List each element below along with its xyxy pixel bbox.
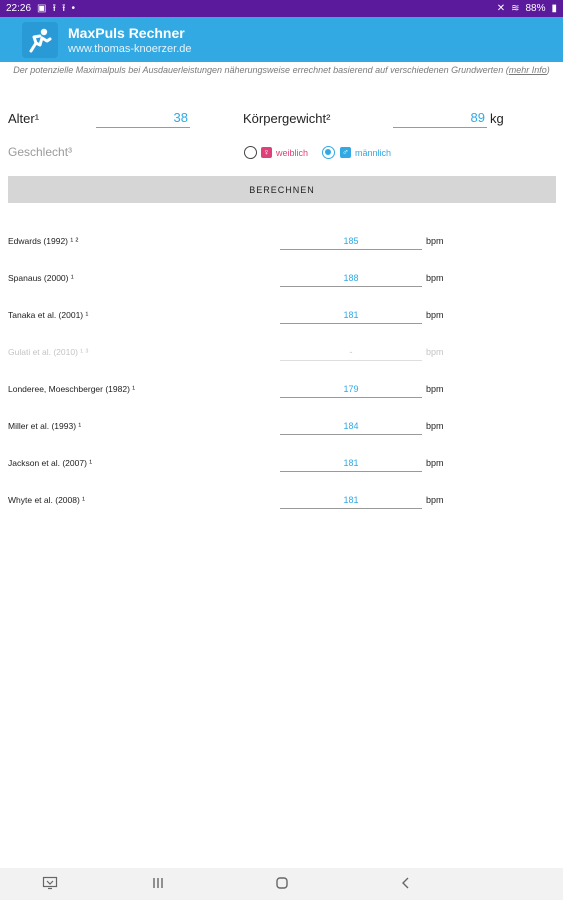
unit-label: bpm [426,421,444,431]
unit-label: bpm [426,495,444,505]
unit-label: bpm [426,310,444,320]
max-pulse-value: 184 [280,417,422,435]
gender-label: Geschlecht³ [8,145,73,159]
app-bar [0,17,563,62]
age-label: Alter¹ [8,111,40,126]
intro-description: Der potenzielle Maximalpuls bei Ausdauerleistungen näherungsweise errechnet basierend auf verschiedenen Grundwerten [13,65,504,75]
formula-name: Edwards (1992) ¹ ² [8,236,79,246]
weight-label: Körpergewicht² [243,111,331,126]
formula-name: Londeree, Moeschberger (1982) ¹ [8,384,136,394]
result-row [0,232,563,256]
status-bar [0,0,563,17]
runner-icon [22,22,58,58]
female-label[interactable]: weiblich [276,148,309,158]
unit-label: bpm [426,347,444,357]
age-input[interactable]: 38 [96,108,190,128]
navigation-bar [0,868,563,900]
upload-icon: ⭱ [61,2,66,14]
dot-icon: • [71,2,75,14]
unit-label: bpm [426,384,444,394]
home-icon[interactable] [273,876,291,892]
max-pulse-value: 179 [280,380,422,398]
male-label[interactable]: männlich [355,148,392,158]
female-icon: ♀ [261,147,272,158]
intro-open-paren: ( [505,65,509,75]
max-pulse-value: 188 [280,269,422,287]
upload-icon: ⭱ [52,2,56,14]
male-radio[interactable] [322,146,335,159]
unit-label: bpm [426,236,444,246]
app-subtitle: www.thomas-knoerzer.de [68,42,192,55]
keyboard-icon[interactable] [41,876,59,892]
formula-name: Tanaka et al. (2001) ¹ [8,310,89,320]
result-row [0,306,563,330]
result-row [0,380,563,404]
male-icon: ♂ [340,147,351,158]
unit-label: bpm [426,458,444,468]
back-icon[interactable] [397,876,415,892]
weight-input[interactable]: 89 [393,108,487,128]
battery-level: 88% [525,3,546,14]
result-row [0,417,563,441]
intro-text [8,64,555,76]
unit-label: bpm [426,273,444,283]
formula-name: Gulati et al. (2010) ¹ ³ [8,347,89,357]
recents-icon[interactable] [149,876,167,892]
formula-name: Miller et al. (1993) ¹ [8,421,82,431]
weight-unit: kg [490,111,504,126]
female-radio[interactable] [244,146,257,159]
result-row [0,269,563,293]
max-pulse-value: 181 [280,454,422,472]
status-time: 22:26 [6,3,32,14]
result-row [0,343,563,367]
formula-name: Jackson et al. (2007) ¹ [8,458,93,468]
app-title: MaxPuls Rechner [68,24,185,41]
max-pulse-value: 181 [280,491,422,509]
result-row [0,454,563,478]
max-pulse-value: 181 [280,306,422,324]
result-row [0,491,563,515]
more-info-link[interactable]: mehr Info [508,65,547,75]
formula-name: Spanaus (2000) ¹ [8,273,74,283]
mute-icon: ✕ [496,2,506,14]
calculate-button[interactable]: BERECHNEN [8,176,556,203]
max-pulse-value: 185 [280,232,422,250]
formula-name: Whyte et al. (2008) ¹ [8,495,86,505]
notification-icon: ▣ [37,2,47,14]
intro-close-paren: ) [546,65,550,75]
battery-icon: ▮ [551,2,557,14]
wifi-icon: ≋ [511,2,520,14]
max-pulse-value: - [280,343,422,361]
